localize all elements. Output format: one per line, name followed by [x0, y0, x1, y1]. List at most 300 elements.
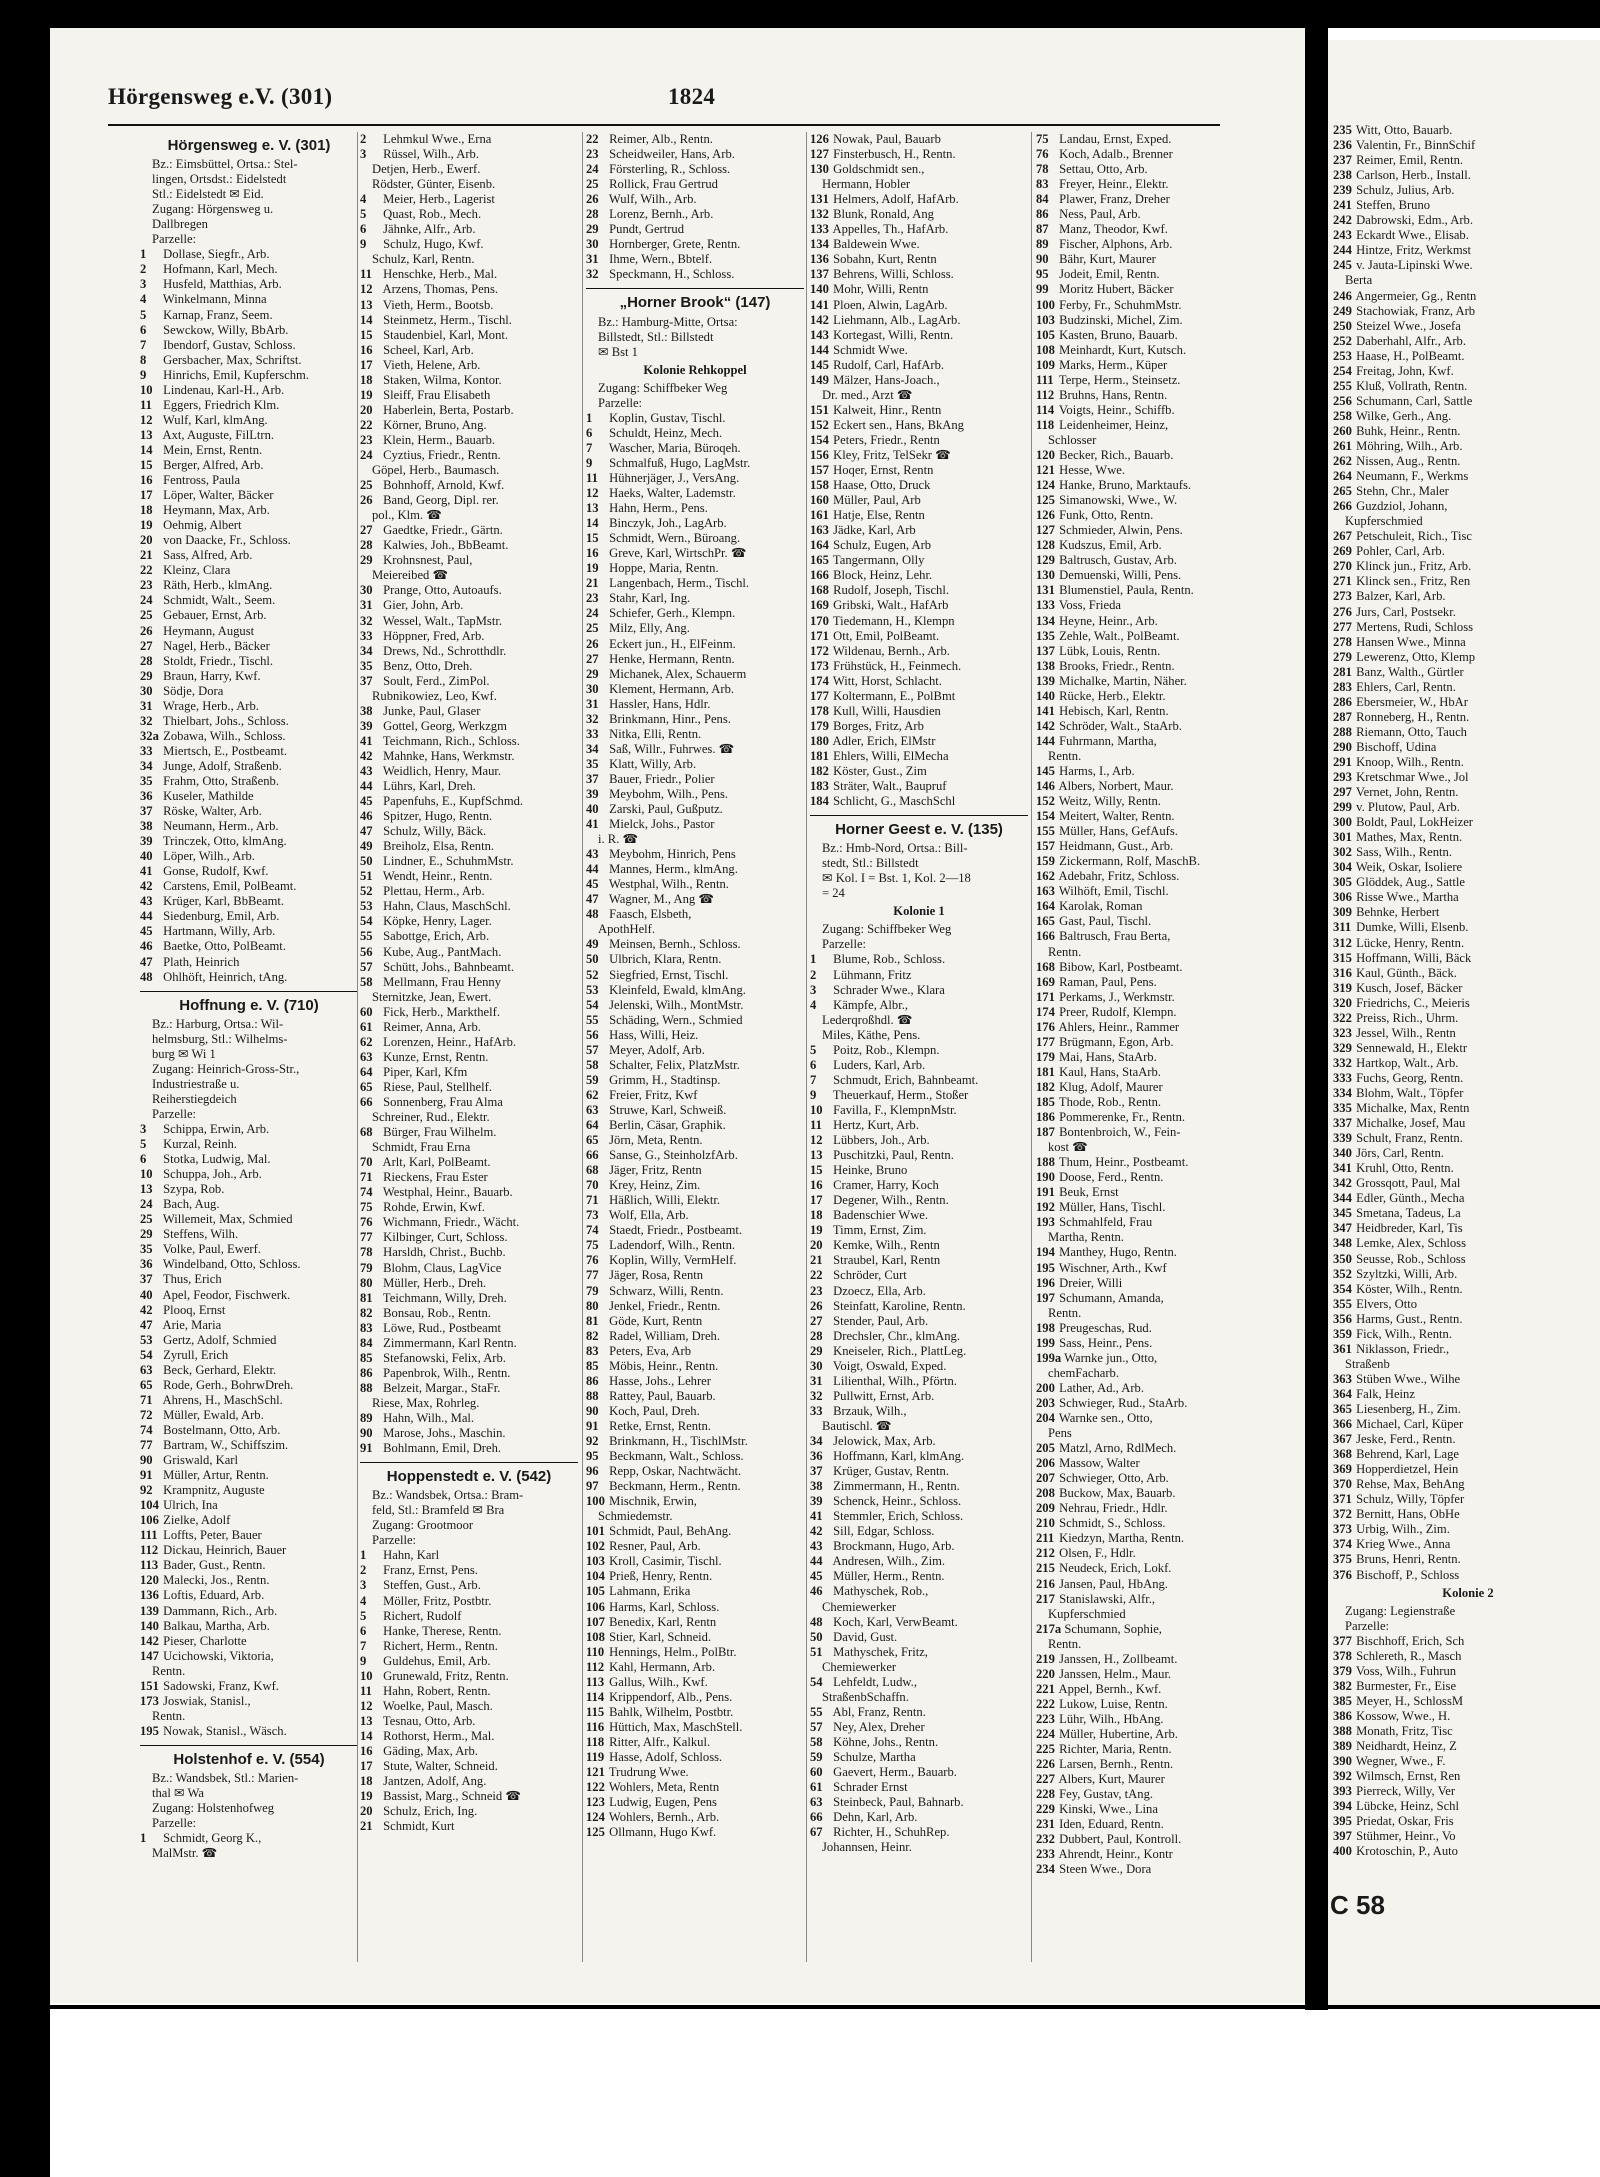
- directory-entry: [1333, 379, 1600, 394]
- entry-line: ✉ Bst 1: [598, 344, 638, 359]
- entry-text: Wascher, Maria, Büroqeh.: [608, 440, 741, 455]
- directory-entry: [1036, 343, 1254, 358]
- entry-text: Fick, Herb., Markthelf.: [383, 1004, 500, 1019]
- parcel-number: 234: [1036, 1862, 1055, 1877]
- parcel-number: 156: [810, 447, 829, 462]
- directory-entry: [586, 1524, 804, 1539]
- entry-text: Franz, Ernst, Pens.: [383, 1563, 478, 1578]
- parcel-number: 12: [586, 486, 599, 501]
- entry-text: Hasse, Johs., Lehrer: [609, 1373, 711, 1388]
- parcel-number: 52: [586, 967, 599, 982]
- parcel-number: 105: [1036, 327, 1055, 342]
- parcel-number: 302: [1333, 845, 1352, 860]
- directory-entry: [1036, 960, 1254, 975]
- directory-entry: [1036, 1817, 1254, 1832]
- entry-text: Schulz, Julius, Arb.: [1356, 183, 1455, 198]
- directory-entry: [1036, 824, 1254, 839]
- directory-entry: [360, 237, 578, 252]
- entry-line: ApothHelf.: [598, 922, 656, 937]
- directory-entry: [810, 463, 1028, 478]
- directory-entry: [586, 1615, 804, 1630]
- entry-text: David, Gust.: [833, 1629, 898, 1644]
- entry-text: Steffens, Wilh.: [163, 1227, 239, 1242]
- entry-text: Plooq, Ernst: [163, 1302, 226, 1317]
- parcel-number: 397: [1333, 1829, 1352, 1844]
- entry-text: Gersbacher, Max, Schriftst.: [163, 352, 302, 367]
- entry-text: Stier, Karl, Schneid.: [609, 1629, 712, 1644]
- entry-text: Kley, Fritz, TelSekr ☎: [833, 447, 951, 462]
- parcel-number: 30: [810, 1358, 823, 1373]
- directory-entry: [360, 674, 578, 689]
- parcel-number: 28: [140, 653, 153, 668]
- parcel-number: 1: [360, 1548, 367, 1563]
- directory-entry: [1333, 1679, 1600, 1694]
- directory-entry: [360, 1774, 578, 1789]
- entry-text: Goldschmidt sen.,: [833, 162, 925, 177]
- entry-text: Kahl, Hermann, Arb.: [609, 1659, 716, 1674]
- directory-entry: [360, 749, 578, 764]
- directory-entry: [140, 578, 358, 593]
- parcel-number: 6: [140, 322, 147, 337]
- parcel-number: 42: [360, 748, 373, 763]
- parcel-number: 52: [360, 884, 373, 899]
- directory-entry: [1036, 1712, 1254, 1727]
- parcel-number: 163: [1036, 884, 1055, 899]
- directory-entry: [1333, 725, 1600, 740]
- parcel-number: 108: [586, 1629, 605, 1644]
- parcel-number: 40: [140, 849, 153, 864]
- parcel-number: 344: [1333, 1191, 1352, 1206]
- directory-entry: [360, 1306, 578, 1321]
- entry-text: Brockmann, Hugo, Arb.: [833, 1539, 955, 1554]
- directory-entry: [586, 471, 804, 486]
- entry-text: Nissen, Aug., Rentn.: [1356, 454, 1461, 469]
- directory-entry: [1036, 1005, 1254, 1020]
- parcel-number: 18: [140, 503, 153, 518]
- directory-entry: [586, 712, 804, 727]
- entry-text: Ibendorf, Gustav, Schloss.: [163, 337, 296, 352]
- directory-entry: [140, 488, 358, 503]
- entry-text: Quast, Rob., Mech.: [383, 207, 482, 222]
- entry-text: Ney, Alex, Dreher: [833, 1719, 925, 1734]
- parcel-number: 36: [140, 789, 153, 804]
- parcel-number: 65: [586, 1133, 599, 1148]
- directory-entry: [360, 282, 578, 297]
- entry-text: Lorenzen, Heinr., HafArb.: [383, 1034, 517, 1049]
- directory-entry: [586, 1584, 804, 1599]
- parcel-number: 23: [810, 1283, 823, 1298]
- parcel-number: 124: [586, 1810, 605, 1825]
- directory-entry: [1333, 1252, 1600, 1267]
- directory-entry: [586, 1720, 804, 1735]
- directory-entry: [360, 1321, 578, 1336]
- directory-entry: [360, 1185, 578, 1200]
- directory-entry: [1333, 1844, 1600, 1859]
- entry-text: Krampnitz, Auguste: [163, 1483, 265, 1498]
- entry-text: Röske, Walter, Arb.: [163, 804, 262, 819]
- parcel-number: 81: [586, 1313, 599, 1328]
- entry-text: Michael, Carl, Küper: [1356, 1417, 1464, 1432]
- parcel-number: 155: [1036, 824, 1055, 839]
- directory-entry: [1333, 755, 1600, 770]
- directory-entry: [360, 328, 578, 343]
- directory-entry: [360, 523, 578, 538]
- parcel-number: 16: [810, 1178, 823, 1193]
- entry-text: Jessel, Wilh., Rentn: [1356, 1025, 1456, 1040]
- entry-text: Preugeschas, Rud.: [1059, 1320, 1152, 1335]
- directory-entry: [810, 1615, 1028, 1630]
- parcel-number: 31: [140, 698, 153, 713]
- directory-entry: [586, 968, 804, 983]
- parcel-number: 83: [586, 1343, 599, 1358]
- parcel-number: 223: [1036, 1711, 1055, 1726]
- entry-text: Sanse, G., SteinholzfArb.: [609, 1148, 738, 1163]
- entry-text: Wohlers, Meta, Rentn: [608, 1780, 720, 1795]
- entry-text: Straubel, Karl, Rentn: [833, 1253, 941, 1268]
- parcel-number: 232: [1036, 1832, 1055, 1847]
- directory-entry: [810, 983, 1028, 998]
- directory-entry: [360, 659, 578, 674]
- entry-text: Steizel Wwe., Josefa: [1356, 318, 1461, 333]
- parcel-number: 270: [1333, 559, 1352, 574]
- entry-text: Södje, Dora: [163, 683, 224, 698]
- entry-text: Valentin, Fr., BinnSchif: [1355, 138, 1476, 153]
- parcel-number: 370: [1333, 1477, 1352, 1492]
- directory-entry: [360, 1548, 578, 1563]
- entry-text: Jähnke, Alfr., Arb.: [383, 222, 476, 237]
- directory-entry: [360, 1080, 578, 1095]
- parcel-number: 136: [140, 1588, 159, 1603]
- entry-text: Gaedtke, Friedr., Gärtn.: [383, 523, 503, 538]
- entry-text: Grimm, H., Stadtinsp.: [609, 1072, 721, 1087]
- parcel-number: 29: [586, 666, 599, 681]
- directory-entry: [360, 373, 578, 388]
- parcel-number: 309: [1333, 905, 1352, 920]
- directory-entry: [1036, 177, 1254, 192]
- entry-line: Sternitzke, Jean, Ewert.: [372, 989, 492, 1004]
- parcel-number: 199: [1036, 1335, 1055, 1350]
- directory-entry: [586, 1419, 804, 1434]
- directory-entry: [360, 478, 578, 493]
- parcel-number: 14: [360, 1728, 373, 1743]
- entry-text: Hoppe, Maria, Rentn.: [609, 561, 719, 576]
- directory-entry: [810, 1539, 1028, 1554]
- entry-text: Warnke jun., Otto,: [1064, 1350, 1158, 1365]
- parcel-number: 109: [1036, 357, 1055, 372]
- parcel-number: 57: [360, 959, 373, 974]
- entry-line: Parzelle:: [152, 232, 197, 247]
- directory-entry: [810, 1238, 1028, 1253]
- entry-text: Helmers, Adolf, HafArb.: [833, 192, 959, 207]
- parcel-number: 22: [586, 132, 599, 146]
- entry-text: Schröder, Walt., StaArb.: [1059, 718, 1182, 733]
- entry-line: Parzelle:: [598, 395, 643, 410]
- entry-text: Lücke, Henry, Rentn.: [1356, 935, 1465, 950]
- directory-entry: [360, 1819, 578, 1834]
- entry-text: Möller, Fritz, Postbtr.: [383, 1593, 492, 1608]
- directory-entry: [360, 1578, 578, 1593]
- entry-text: Möhring, Wilh., Arb.: [1356, 438, 1463, 453]
- directory-entry: [1333, 484, 1600, 499]
- parcel-number: 91: [586, 1418, 599, 1433]
- directory-entry: [140, 1318, 358, 1333]
- parcel-number: 99: [1036, 282, 1049, 297]
- entry-line: Martha, Rentn.: [1048, 1230, 1124, 1245]
- parcel-number: 21: [360, 1819, 373, 1834]
- entry-text: Hornberger, Grete, Rentn.: [609, 237, 741, 252]
- entry-text: Lübk, Louis, Rentn.: [1059, 643, 1161, 658]
- parcel-number: 9: [810, 1087, 817, 1102]
- entry-text: Theuerkauf, Herm., Stoßer: [832, 1087, 969, 1102]
- parcel-number: 89: [1036, 237, 1049, 252]
- parcel-number: 75: [1036, 132, 1049, 146]
- entry-text: Fischer, Alphons, Arb.: [1059, 237, 1173, 252]
- entry-text: Schmidt, Kurt: [383, 1819, 455, 1834]
- entry-text: Hatje, Else, Rentn: [833, 508, 925, 523]
- parcel-number: 20: [810, 1238, 823, 1253]
- parcel-number: 7: [360, 1638, 367, 1653]
- directory-entry: [1036, 764, 1254, 779]
- parcel-number: 306: [1333, 890, 1352, 905]
- parcel-number: 311: [1333, 920, 1352, 935]
- directory-entry: [810, 403, 1028, 418]
- entry-line: Zugang: Schiffbeker Weg: [822, 922, 952, 937]
- directory-entry: [586, 892, 804, 907]
- directory-column-5: [1036, 132, 1254, 1962]
- directory-entry: [810, 1404, 1028, 1419]
- parcel-number: 297: [1333, 785, 1352, 800]
- running-head: [108, 66, 1220, 126]
- directory-entry: [810, 282, 1028, 297]
- directory-entry: [1333, 499, 1600, 514]
- directory-entry: [1333, 454, 1600, 469]
- entry-text: Steffen, Gust., Arb.: [383, 1578, 481, 1593]
- directory-entry: [810, 1780, 1028, 1795]
- parcel-number: 2: [140, 262, 147, 277]
- directory-entry: [140, 1679, 358, 1694]
- directory-entry: [1036, 1847, 1254, 1862]
- section-heading: Holstenhof e. V. (554): [173, 1750, 325, 1768]
- entry-text: Meinhardt, Kurt, Kutsch.: [1059, 342, 1187, 357]
- entry-text: Bernitt, Hans, ObHe: [1356, 1507, 1460, 1522]
- directory-entry: [360, 388, 578, 403]
- parcel-number: 24: [586, 162, 599, 177]
- directory-entry: [586, 772, 804, 787]
- directory-entry: [140, 308, 358, 323]
- entry-text: Hebisch, Karl, Rentn.: [1059, 703, 1169, 718]
- parcel-number: 24: [586, 606, 599, 621]
- directory-entry: [810, 493, 1028, 508]
- parcel-number: 3: [360, 147, 367, 162]
- directory-entry: [140, 398, 358, 413]
- directory-entry: [810, 448, 1028, 463]
- entry-text: Heinke, Bruno: [833, 1163, 908, 1178]
- parcel-number: 286: [1333, 694, 1352, 709]
- parcel-number: 38: [140, 819, 153, 834]
- directory-entry: [586, 637, 804, 652]
- directory-entry: [1036, 1095, 1254, 1110]
- parcel-number: 386: [1333, 1708, 1352, 1723]
- entry-line: burg ✉ Wi 1: [152, 1046, 216, 1061]
- entry-line: Stl.: Eidelstedt ✉ Eid.: [152, 187, 264, 202]
- parcel-number: 194: [1036, 1245, 1055, 1260]
- parcel-number: 34: [586, 741, 599, 756]
- entry-text: Hahn, Wilh., Mal.: [383, 1410, 475, 1425]
- directory-entry: [140, 1831, 358, 1846]
- entry-text: Kroll, Casimir, Tischl.: [609, 1554, 722, 1569]
- entry-text: Greve, Karl, WirtschPr. ☎: [609, 546, 747, 561]
- entry-text: Hühnerjäger, J., VersAng.: [609, 470, 740, 485]
- parcel-number: 33: [140, 743, 153, 758]
- entry-text: Langenbach, Herm., Tischl.: [609, 576, 750, 591]
- directory-entry: [140, 1257, 358, 1272]
- parcel-number: 312: [1333, 935, 1352, 950]
- directory-entry: [1036, 629, 1254, 644]
- parcel-number: 79: [586, 1283, 599, 1298]
- parcel-number: 195: [140, 1723, 159, 1738]
- parcel-number: 108: [1036, 342, 1055, 357]
- entry-text: Weitz, Willy, Rentn.: [1058, 794, 1161, 809]
- entry-text: Knoop, Wilh., Rentn.: [1356, 754, 1464, 769]
- parcel-number: 365: [1333, 1401, 1352, 1416]
- entry-text: Weidlich, Henry, Maur.: [382, 763, 502, 778]
- entry-text: Hahn, Herm., Pens.: [609, 501, 708, 516]
- directory-entry: [140, 639, 358, 654]
- entry-text: Mai, Hans, StaArb.: [1059, 1049, 1157, 1064]
- directory-entry: [586, 1825, 804, 1840]
- directory-entry: [360, 914, 578, 929]
- parcel-number: 300: [1333, 815, 1352, 830]
- directory-entry: [586, 192, 804, 207]
- entry-text: Koch, Paul, Dreh.: [609, 1403, 700, 1418]
- entry-text: Rode, Gerh., BohrwDreh.: [163, 1377, 294, 1392]
- entry-text: Manthey, Hugo, Rentn.: [1059, 1245, 1177, 1260]
- parcel-number: 46: [810, 1584, 823, 1599]
- parcel-number: 66: [810, 1810, 823, 1825]
- entry-text: Loftis, Eduard, Arb.: [163, 1588, 265, 1603]
- entry-text: Stühmer, Heinr., Vo: [1356, 1829, 1456, 1844]
- directory-entry: [1333, 1649, 1600, 1664]
- parcel-number: 195: [1036, 1260, 1055, 1275]
- directory-entry: [1036, 1276, 1254, 1291]
- entry-line: Parzelle:: [822, 937, 867, 952]
- directory-entry: [586, 1479, 804, 1494]
- parcel-number: 152: [1036, 794, 1055, 809]
- entry-text: Benedix, Karl, Rentn: [609, 1614, 717, 1629]
- entry-text: Ahrens, H., MaschSchl.: [162, 1392, 283, 1407]
- parcel-number: 374: [1333, 1537, 1352, 1552]
- entry-line: Rentn.: [152, 1663, 186, 1678]
- directory-entry: [140, 1167, 358, 1182]
- entry-text: Loffts, Peter, Bauer: [163, 1528, 262, 1543]
- directory-entry: [586, 1600, 804, 1615]
- parcel-number: 160: [810, 493, 829, 508]
- entry-line: Rödster, Günter, Eisenb.: [372, 177, 496, 192]
- entry-text: Dubbert, Paul, Kontroll.: [1059, 1832, 1182, 1847]
- section-rule: [810, 815, 1028, 816]
- parcel-number: 101: [586, 1524, 605, 1539]
- parcel-number: 11: [810, 1118, 822, 1132]
- directory-entry: [140, 1483, 358, 1498]
- parcel-number: 364: [1333, 1386, 1352, 1401]
- directory-entry: [586, 486, 804, 501]
- parcel-number: 184: [810, 794, 829, 809]
- entry-text: Stemmler, Erich, Schloss.: [833, 1509, 964, 1524]
- entry-text: Demuenski, Willi, Pens.: [1059, 568, 1182, 583]
- directory-entry: [1333, 289, 1600, 304]
- entry-text: Oehmig, Albert: [163, 518, 242, 533]
- parcel-number: 197: [1036, 1290, 1055, 1305]
- parcel-number: 15: [360, 327, 373, 342]
- directory-entry: [810, 1058, 1028, 1073]
- parcel-number: 10: [360, 1668, 373, 1683]
- parcel-number: 50: [810, 1629, 823, 1644]
- parcel-number: 6: [360, 1623, 367, 1638]
- parcel-number: 375: [1333, 1552, 1352, 1567]
- directory-entry: [360, 583, 578, 598]
- entry-line: Kupferschmied: [1345, 514, 1423, 529]
- entry-text: Schmahlfeld, Frau: [1059, 1215, 1153, 1230]
- parcel-number: 231: [1036, 1817, 1055, 1832]
- parcel-number: 18: [810, 1208, 823, 1223]
- entry-text: Pierreck, Willy, Ver: [1356, 1784, 1456, 1799]
- directory-entry: [1333, 680, 1600, 695]
- parcel-number: 92: [586, 1433, 599, 1448]
- parcel-number: 74: [586, 1223, 599, 1238]
- directory-entry: [1036, 1456, 1254, 1471]
- parcel-number: 68: [360, 1125, 373, 1140]
- entry-text: Adler, Erich, ElMstr: [832, 733, 936, 748]
- parcel-number: 377: [1333, 1633, 1352, 1648]
- entry-text: Rollick, Frau Gertrud: [609, 177, 718, 192]
- parcel-number: 34: [810, 1433, 823, 1448]
- entry-text: Heidbreder, Karl, Tis: [1356, 1221, 1463, 1236]
- directory-entry: [360, 1245, 578, 1260]
- parcel-number: 132: [810, 207, 829, 222]
- directory-entry: [140, 939, 358, 954]
- parcel-number: 6: [586, 425, 593, 440]
- entry-text: Stefanowski, Felix, Arb.: [383, 1350, 506, 1365]
- parcel-number: 47: [586, 892, 599, 907]
- directory-entry: [1036, 1546, 1254, 1561]
- entry-text: Nowak, Stanisl., Wäsch.: [163, 1723, 287, 1738]
- entry-text: Zimmermann, H., Rentn.: [833, 1479, 960, 1494]
- entry-text: Thum, Heinr., Postbeamt.: [1058, 1155, 1189, 1170]
- entry-text: Spitzer, Hugo, Rentn.: [383, 809, 493, 824]
- parcel-number: 288: [1333, 724, 1352, 739]
- entry-line: Rentn.: [152, 1708, 186, 1723]
- entry-text: Malecki, Jos., Rentn.: [163, 1573, 270, 1588]
- entry-text: Bahlk, Wilhelm, Postbtr.: [609, 1704, 734, 1719]
- entry-text: Szyltzki, Willi, Arb.: [1356, 1266, 1458, 1281]
- directory-entry: [586, 742, 804, 757]
- parcel-number: 277: [1333, 619, 1352, 634]
- parcel-number: 269: [1333, 544, 1352, 559]
- entry-line: = 24: [822, 886, 845, 901]
- entry-text: Boldt, Paul, LokHeizer: [1356, 815, 1473, 830]
- directory-entry: [586, 411, 804, 426]
- directory-entry: [360, 1441, 578, 1456]
- directory-entry: [1036, 282, 1254, 297]
- parcel-number: 143: [810, 327, 829, 342]
- entry-text: Mathyschek, Fritz,: [833, 1644, 928, 1659]
- directory-entry: [586, 1284, 804, 1299]
- entry-text: Wohlers, Bernh., Arb.: [608, 1810, 720, 1825]
- entry-text: Andresen, Wilh., Zim.: [832, 1554, 946, 1569]
- entry-text: Blohm, Walt., Töpfer: [1356, 1086, 1464, 1100]
- entry-text: Peters, Friedr., Rentn: [833, 432, 940, 447]
- parcel-number: 38: [810, 1479, 823, 1494]
